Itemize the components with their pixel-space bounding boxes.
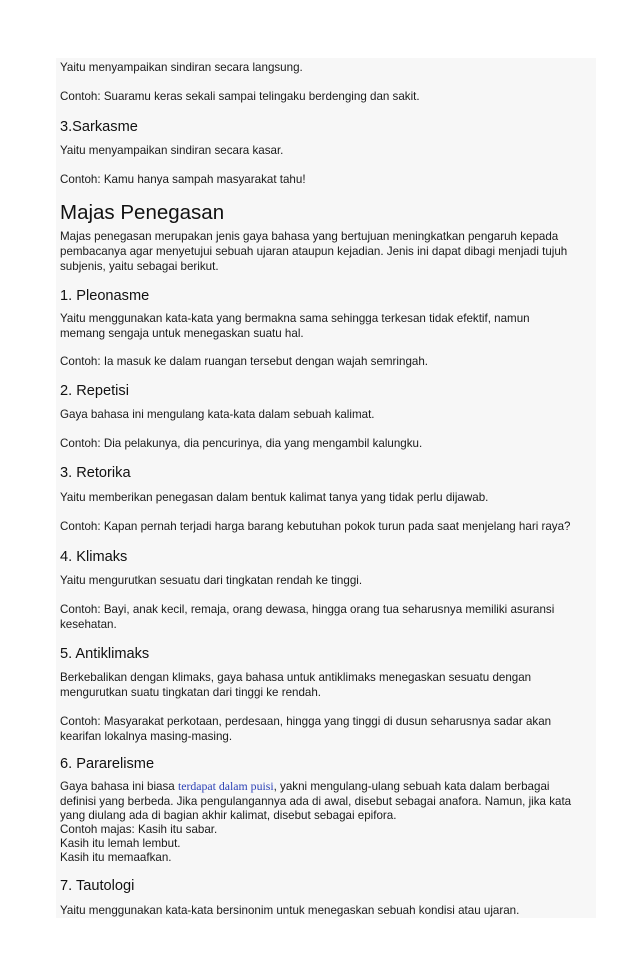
pararelisme-example-line-3: Kasih itu memaafkan. (60, 851, 172, 864)
penegasan-line-3: subjenis, yaitu sebagai berikut. (60, 260, 219, 273)
pararelisme-line-1-start: Gaya bahasa ini biasa (60, 780, 178, 793)
repetisi-example: Contoh: Dia pelakunya, dia pencurinya, dia yang mengambil kalungku. (60, 437, 423, 450)
penegasan-line-2: pembacanya agar menyetujui sebuah ujaran ataupun kejadian. Jenis ini dapat dibagi menjadi tujuh (60, 245, 568, 258)
repetisi-definition: Gaya bahasa ini mengulang kata-kata dalam sebuah kalimat. (60, 408, 375, 421)
klimaks-example-line-1: Contoh: Bayi, anak kecil, remaja, orang dewasa, hingga orang tua seharusnya memiliki asuransi (60, 603, 555, 616)
klimaks-example-line-2: kesehatan. (60, 618, 117, 631)
heading-majas-penegasan: Majas Penegasan (60, 201, 225, 224)
heading-retorika: 3. Retorika (60, 465, 131, 481)
retorika-example: Contoh: Kapan pernah terjadi harga barang kebutuhan pokok turun pada saat menjelang hari raya? (60, 520, 571, 533)
heading-pleonasme: 1. Pleonasme (60, 288, 150, 304)
heading-antiklimaks: 5. Antiklimaks (60, 646, 150, 662)
heading-sarkasme: 3.Sarkasme (60, 119, 138, 135)
pararelisme-line-3: yang diulang ada di bagian akhir kalimat, disebut sebagai epifora. (60, 809, 397, 822)
pleonasme-line-1: Yaitu menggunakan kata-kata yang bermakna sama sehingga terkesan tidak efektif, namun (60, 312, 530, 325)
pararelisme-line-1 (60, 779, 592, 794)
retorika-definition: Yaitu memberikan penegasan dalam bentuk kalimat tanya yang tidak perlu dijawab. (60, 491, 489, 504)
antiklimaks-line-1: Berkebalikan dengan klimaks, gaya bahasa untuk antiklimaks menegaskan sesuatu dengan (60, 671, 532, 684)
heading-tautologi: 7. Tautologi (60, 878, 135, 894)
pararelisme-example-title: Contoh majas: Kasih itu sabar. (60, 823, 218, 836)
antiklimaks-line-2: mengurutkan suatu tingkatan dari tinggi ke rendah. (60, 686, 322, 699)
terdapat-dalam-puisi-link[interactable]: terdapat dalam puisi (177, 779, 274, 793)
pararelisme-line-2: definisi yang berbeda. Jika pengulangannya ada di awal, disebut sebagai anafora. Namun, jika kata (60, 795, 572, 808)
pararelisme-line-1-end: , yakni mengulang-ulang sebuah kata dalam berbagai (273, 780, 550, 793)
pleonasme-line-2: memang sengaja untuk menegaskan suatu hal. (60, 327, 304, 340)
sarkasme-definition: Yaitu menyampaikan sindiran secara kasar. (60, 144, 284, 157)
heading-klimaks: 4. Klimaks (60, 549, 128, 565)
antiklimaks-example-line-1: Contoh: Masyarakat perkotaan, perdesaan, hingga yang tinggi di dusun seharusnya sadar akan (60, 715, 552, 728)
heading-pararelisme: 6. Pararelisme (60, 756, 155, 772)
heading-repetisi: 2. Repetisi (60, 383, 129, 399)
penegasan-line-1: Majas penegasan merupakan jenis gaya bahasa yang bertujuan meningkatkan pengaruh kepada (60, 230, 559, 243)
sarkasme-example: Contoh: Kamu hanya sampah masyarakat tahu! (60, 173, 306, 186)
antiklimaks-example-line-2: kearifan lokalnya masing-masing. (60, 730, 233, 743)
klimaks-definition: Yaitu mengurutkan sesuatu dari tingkatan rendah ke tinggi. (60, 574, 363, 587)
pleonasme-example: Contoh: Ia masuk ke dalam ruangan tersebut dengan wajah semringah. (60, 355, 429, 368)
intro-definition: Yaitu menyampaikan sindiran secara langsung. (60, 61, 303, 74)
intro-example: Contoh: Suaramu keras sekali sampai telingaku berdenging dan sakit. (60, 90, 420, 103)
pararelisme-example-line-2: Kasih itu lemah lembut. (60, 837, 181, 850)
tautologi-definition: Yaitu menggunakan kata-kata bersinonim untuk menegaskan sebuah kondisi atau ujaran. (60, 904, 520, 917)
